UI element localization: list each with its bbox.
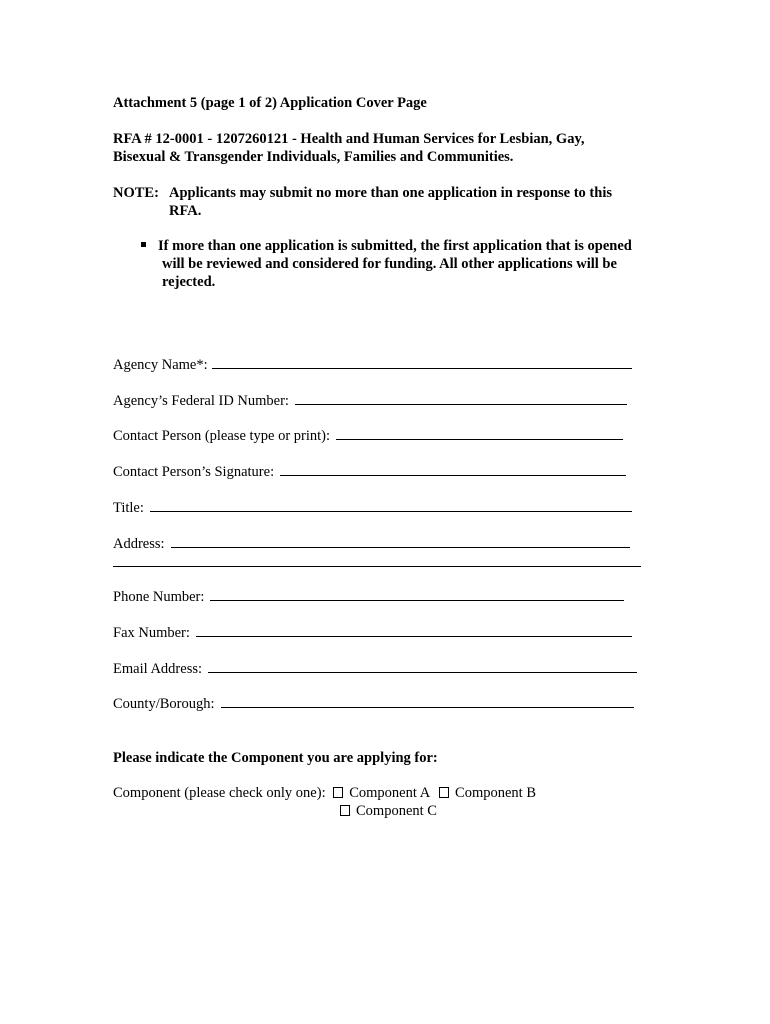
- title-row: [113, 499, 632, 517]
- checkbox-icon[interactable]: [333, 787, 343, 798]
- component-label: Component (please check only one):: [113, 785, 326, 801]
- rfa-line-1: RFA # 12-0001 - 1207260121 - Health and Human Services for Lesbian, Gay,: [113, 131, 585, 147]
- component-row: [113, 784, 536, 802]
- component-b-label: Component B: [455, 785, 536, 801]
- email-label: Email Address:: [113, 661, 203, 677]
- address-field-line-2[interactable]: [113, 566, 641, 567]
- contact-signature-row: [113, 463, 626, 481]
- federal-id-field[interactable]: [295, 392, 627, 405]
- agency-name-label: Agency Name*:: [113, 357, 208, 373]
- title-field[interactable]: [150, 499, 632, 512]
- bullet-icon: [141, 242, 146, 247]
- component-c-label: Component C: [356, 803, 437, 819]
- contact-signature-field[interactable]: [280, 463, 626, 476]
- fax-label: Fax Number:: [113, 625, 190, 641]
- rfa-line-2: Bisexual & Transgender Individuals, Families and Communities.: [113, 149, 514, 165]
- component-c-option[interactable]: [340, 802, 437, 820]
- contact-person-field[interactable]: [336, 427, 623, 440]
- email-field[interactable]: [208, 660, 637, 673]
- address-field[interactable]: [171, 535, 630, 548]
- checkbox-icon[interactable]: [340, 805, 350, 816]
- email-row: [113, 660, 637, 678]
- fax-row: [113, 624, 632, 642]
- bullet-line-1: If more than one application is submitted, the first application that is opened: [158, 238, 632, 254]
- note-label: NOTE:: [113, 185, 159, 201]
- page-title: Attachment 5 (page 1 of 2) Application Cover Page: [113, 95, 427, 111]
- phone-field[interactable]: [210, 588, 624, 601]
- component-a-option[interactable]: [333, 785, 429, 801]
- phone-row: [113, 588, 624, 606]
- bullet-line-2: will be reviewed and considered for funding. All other applications will be: [162, 256, 617, 272]
- title-label: Title:: [113, 500, 144, 516]
- county-label: County/Borough:: [113, 696, 215, 712]
- county-row: [113, 695, 634, 713]
- county-field[interactable]: [221, 695, 634, 708]
- note-text-2: RFA.: [169, 203, 202, 219]
- federal-id-row: [113, 392, 627, 410]
- agency-name-row: [113, 356, 632, 374]
- component-b-option[interactable]: [439, 785, 536, 801]
- agency-name-field[interactable]: [212, 356, 632, 369]
- contact-person-label: Contact Person (please type or print):: [113, 428, 331, 444]
- fax-field[interactable]: [196, 624, 632, 637]
- checkbox-icon[interactable]: [439, 787, 449, 798]
- phone-label: Phone Number:: [113, 589, 205, 605]
- address-row: [113, 535, 630, 553]
- contact-signature-label: Contact Person’s Signature:: [113, 464, 275, 480]
- contact-person-row: [113, 427, 623, 445]
- federal-id-label: Agency’s Federal ID Number:: [113, 393, 289, 409]
- component-a-label: Component A: [349, 785, 430, 801]
- address-label: Address:: [113, 536, 165, 552]
- note-text-1: Applicants may submit no more than one application in response to this: [169, 185, 612, 201]
- bullet-line-3: rejected.: [162, 274, 216, 290]
- component-heading: Please indicate the Component you are applying for:: [113, 750, 438, 766]
